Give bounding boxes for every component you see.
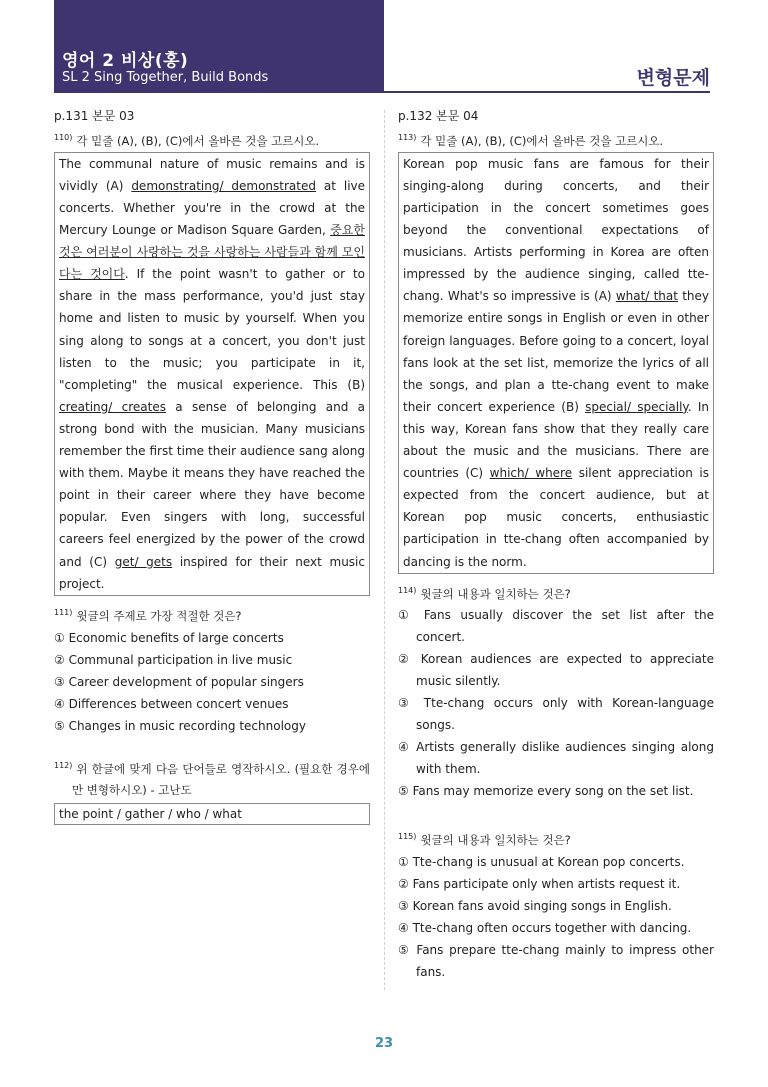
option-item: ④ Artists generally dislike audiences singing along with them. (398, 740, 714, 777)
question-number: 111) (54, 607, 73, 617)
underlined-korean-sentence: 중요한 것은 여러분이 사랑하는 것을 사랑하는 사람들과 함께 모인다는 것이다 (59, 223, 365, 282)
question-number: 114) (398, 585, 417, 595)
underlined-choice-b: special/ specially (585, 399, 688, 414)
option-item: ① Tte-chang is unusual at Korean pop concerts. (398, 855, 685, 870)
passage-text: at live concerts. Whether you're in the crowd at the Mercury Lounge or Madison Square Garden, (59, 178, 366, 238)
option-item: ④ Differences between concert venues (54, 696, 289, 711)
question-text: 위 한글에 맞게 다음 단어들로 영작하시오. (필요한 경우에만 변형하시오) - 고난도 (72, 761, 370, 798)
passage-text: inspired for their next music project. (59, 554, 365, 591)
question-text: 윗글의 내용과 일치하는 것은? (420, 586, 571, 601)
question-number: 115) (398, 832, 417, 842)
textbook-title: 영어 2 비상(홍) (62, 51, 189, 71)
passage-text: silent appreciation is expected from the concert audience, but at Korean pop music concerts, enthusiastic participation in tte-chang often accompanied by dancing is the norm. (403, 466, 709, 569)
option-item: ③ Tte-chang occurs only with Korean-language songs. (398, 696, 714, 733)
option-item: ③ Korean fans avoid singing songs in English. (398, 899, 672, 914)
category-label: 변형문제 (636, 67, 710, 89)
question-text: 각 밑줄 (A), (B), (C)에서 올바른 것을 고르시오. (420, 133, 664, 148)
option-item: ② Korean audiences are expected to appreciate music silently. (398, 652, 714, 689)
question-text: 윗글의 내용과 일치하는 것은? (420, 833, 571, 848)
question-113 (398, 129, 714, 150)
question-115 (398, 828, 714, 849)
question-111 (54, 604, 370, 625)
options-111 (54, 627, 370, 737)
passage-box (398, 152, 714, 574)
option-item: ② Communal participation in live music (54, 652, 293, 667)
underlined-choice-c: get/ gets (114, 554, 173, 569)
question-text: 윗글의 주제로 가장 적절한 것은? (76, 608, 242, 623)
passage-text: a sense of belonging and a strong bond with the musician. Many musicians remember the first time their audience sang along with them. Maybe it means they have reached the point in their career where they have become popular. Even singers with long, successful careers feel energized by the power of the crowd and (C) (59, 399, 365, 569)
question-number: 113) (398, 133, 417, 142)
source-reference: p.131 본문 03 (54, 109, 135, 123)
question-number: 110) (54, 133, 73, 142)
options-114 (398, 604, 714, 802)
options-115 (398, 851, 714, 983)
passage-text: . In this way, Korean fans show that they really care about the music and the musicians. There are countries (C) (403, 399, 709, 481)
header-banner (54, 0, 384, 93)
underlined-choice-b: creating/ creates (59, 399, 166, 414)
underlined-choice-a: what/ that (615, 289, 678, 304)
option-item: ⑤ Changes in music recording technology (54, 718, 306, 733)
underlined-choice-a: demonstrating/ demonstrated (131, 178, 316, 193)
underlined-choice-c: which/ where (489, 466, 573, 481)
option-item: ④ Tte-chang often occurs together with dancing. (398, 921, 692, 936)
option-item: ① Economic benefits of large concerts (54, 630, 284, 645)
source-reference: p.132 본문 04 (398, 109, 479, 123)
question-112 (54, 755, 370, 802)
passage-text: . If the point wasn't to gather or to share in the mass performance, you'd just stay home and listen to music by yourself. When you sing along to songs at a concert, you don't just listen to the music; you participate in it, "completing" the musical experience. This (B) (59, 267, 365, 392)
question-text: 각 밑줄 (A), (B), (C)에서 올바른 것을 고르시오. (76, 133, 320, 148)
option-item: ① Fans usually discover the set list after the concert. (398, 608, 714, 645)
option-item: ③ Career development of popular singers (54, 674, 304, 689)
page-number: 23 (374, 1036, 394, 1051)
option-item: ⑤ Fans may memorize every song on the set list. (398, 784, 694, 799)
question-110 (54, 129, 370, 150)
header-rule (384, 91, 710, 93)
right-column (398, 108, 714, 983)
option-item: ⑤ Fans prepare tte-chang mainly to impress other fans. (398, 943, 714, 980)
question-number: 112) (54, 760, 73, 770)
passage-text: they memorize entire songs in English or even in other foreign languages. Before going to a concert, loyal fans look at the set list, memorize the lyrics of all the songs, and plan a tte-chang event to make their concert experience (B) (403, 289, 709, 414)
left-column (54, 108, 370, 825)
passage-text: Korean pop music fans are famous for their singing-along during concerts, and their participation in the concert sometimes goes beyond the conventional expectations of musicians. Artists performing in Korea are often impressed by the audience singing, called tte-chang. What's so impressive is (A) (403, 156, 709, 304)
passage-text: The communal nature of music remains and is vividly (A) (59, 156, 365, 193)
column-divider (384, 110, 385, 990)
lesson-subtitle: SL 2 Sing Together, Build Bonds (62, 70, 269, 85)
question-114 (398, 582, 714, 603)
passage-box (54, 152, 370, 596)
word-bank-box: the point / gather / who / what (54, 803, 370, 825)
option-item: ② Fans participate only when artists request it. (398, 877, 681, 892)
